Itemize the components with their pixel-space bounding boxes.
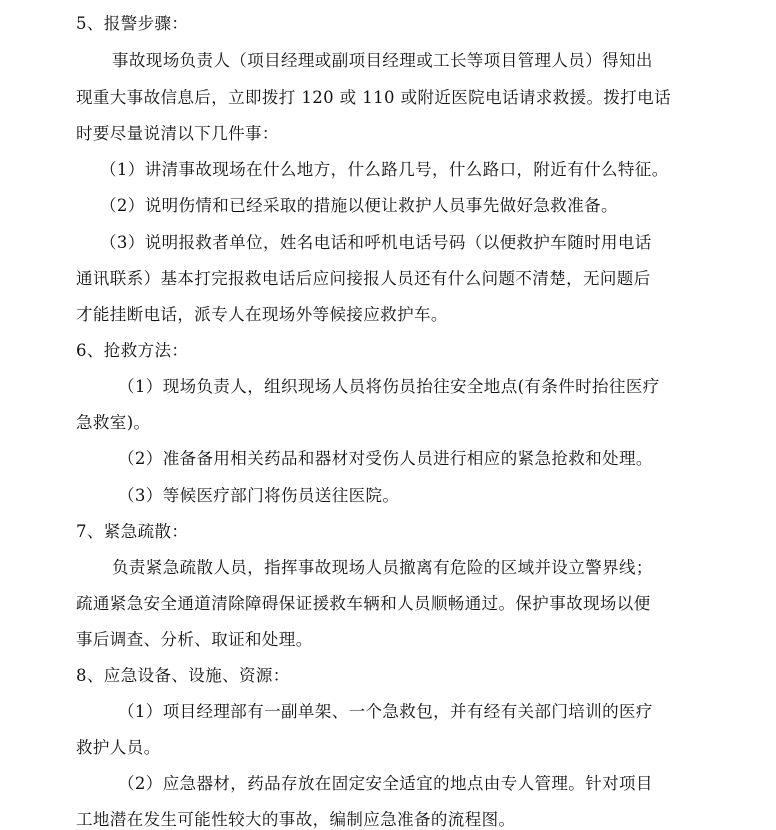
heading-emergency-equipment: 8、应急设备、设施、资源： xyxy=(76,666,290,685)
paragraph-line: 负责紧急疏散人员，指挥事故现场人员撤离有危险的区域并设立警界线； xyxy=(112,558,653,577)
list-item: （3）等候医疗部门将伤员送往医院。 xyxy=(118,486,400,505)
list-item: （1）讲清事故现场在什么地方，什么路几号，什么路口，附近有什么特征。 xyxy=(100,160,669,179)
list-item: （1）现场负责人，组织现场人员将伤员抬往安全地点(有条件时抬往医疗 xyxy=(118,377,660,396)
paragraph-line: 事后调查、分析、取证和处理。 xyxy=(76,630,313,649)
paragraph-line: 疏通紧急安全通道清除障碍保证援救车辆和人员顺畅通过。保护事故现场以便 xyxy=(76,594,651,613)
list-item: （3）说明报救者单位，姓名电话和呼机电话号码（以便救护车随时用电话 xyxy=(100,233,652,252)
paragraph-line: 才能挂断电话，派专人在现场外等候接应救护车。 xyxy=(76,305,448,324)
paragraph-line: 通讯联系）基本打完报救电话后应问接报人员还有什么问题不清楚，无问题后 xyxy=(76,269,651,288)
paragraph-line: 时要尽量说清以下几件事： xyxy=(76,124,279,143)
paragraph-line: 救护人员。 xyxy=(76,738,161,757)
paragraph-line: 现重大事故信息后，立即拨打 120 或 110 或附近医院电话请求救援。拨打电话 xyxy=(76,88,671,107)
list-item: （2）说明伤情和已经采取的措施以便让救护人员事先做好急救准备。 xyxy=(100,196,618,215)
heading-rescue-methods: 6、抢救方法： xyxy=(76,341,189,360)
heading-alarm-steps: 5、报警步骤： xyxy=(76,14,189,33)
list-item: （1）项目经理部有一副单架、一个急救包，并有经有关部门培训的医疗 xyxy=(118,702,653,721)
paragraph-line: 事故现场负责人（项目经理或副项目经理或工长等项目管理人员）得知出 xyxy=(112,51,653,70)
paragraph-line: 急救室)。 xyxy=(76,413,151,432)
list-item: （2）准备备用相关药品和器材对受伤人员进行相应的紧急抢救和处理。 xyxy=(118,449,653,468)
paragraph-line: 工地潜在发生可能性较大的事故，编制应急准备的流程图。 xyxy=(76,810,516,829)
heading-emergency-evacuation: 7、紧急疏散： xyxy=(76,522,189,541)
list-item: （2）应急器材，药品存放在固定安全适宜的地点由专人管理。针对项目 xyxy=(118,774,653,793)
